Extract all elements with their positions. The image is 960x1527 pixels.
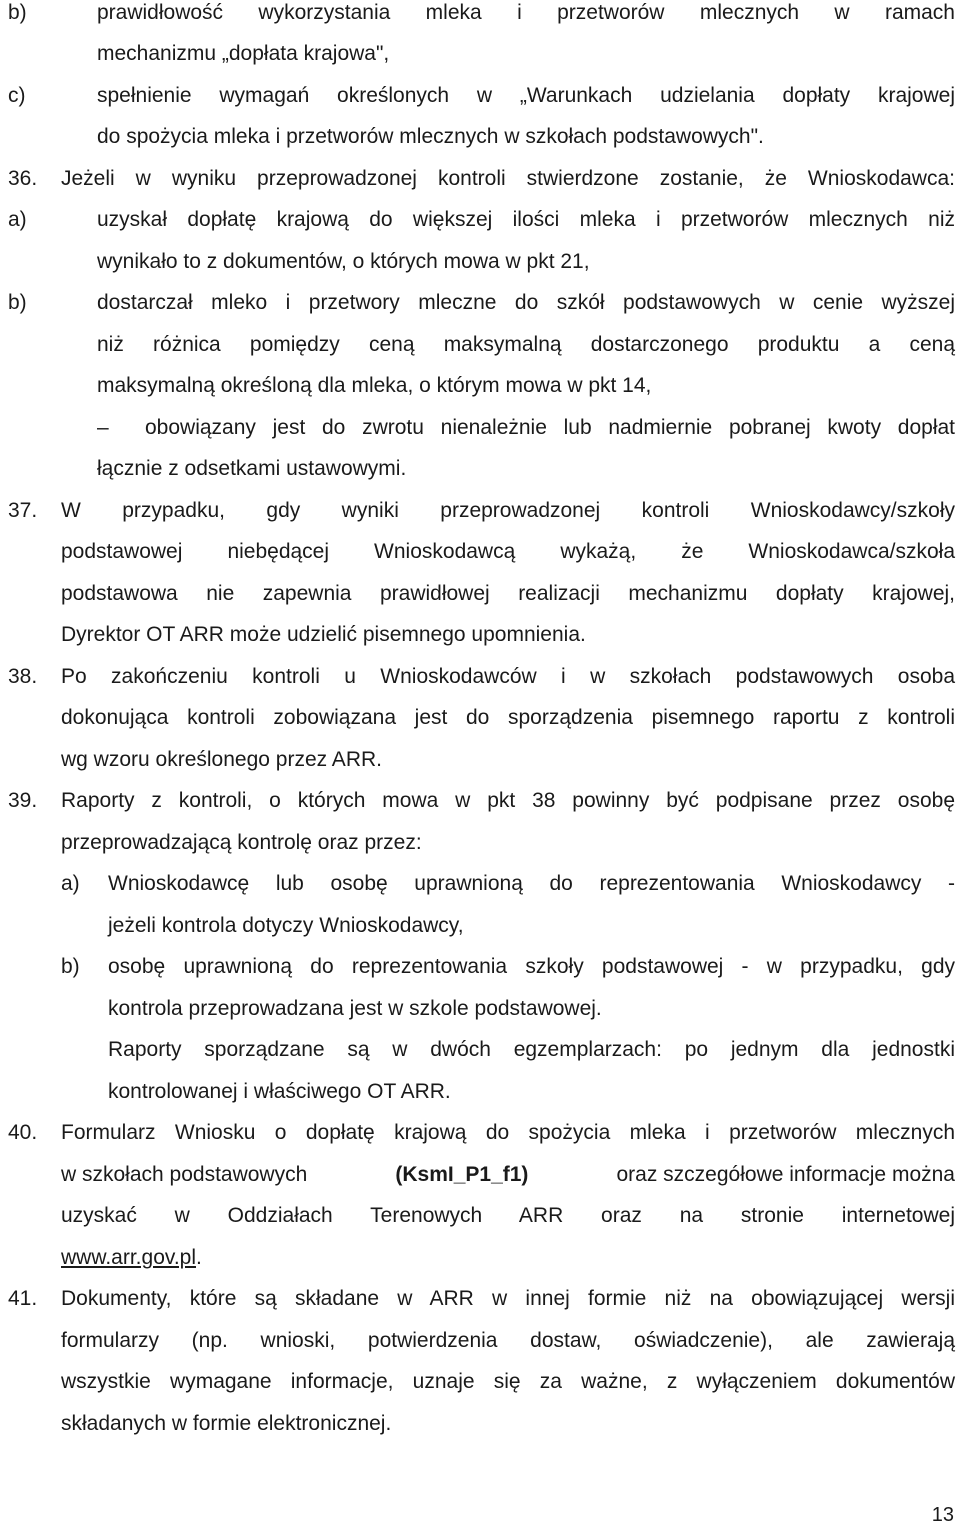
text-line: podstawowej niebędącej Wnioskodawcą wykażą, że Wnioskodawca/szkoła [61,540,955,563]
text-line: uzyskał dopłatę krajową do większej ilości mleka i przetworów mlecznych niż [97,208,955,231]
section-number: 39. [8,789,38,812]
text-line: Jeżeli w wyniku przeprowadzonej kontroli stwierdzone zostanie, że Wnioskodawca: [61,167,955,190]
text-segment: w szkołach podstawowych [61,1163,308,1186]
text-line: wg wzoru określonego przez ARR. [61,748,382,771]
section-number: 40. [8,1121,38,1144]
list-marker: b) [8,1,27,24]
text-line: podstawowa nie zapewnia prawidłowej realizacji mechanizmu dopłaty krajowej, [61,582,955,605]
text-line: Dyrektor OT ARR może udzielić pisemnego upomnienia. [61,623,586,646]
text-line: obowiązany jest do zwrotu nienależnie lub nadmiernie pobranej kwoty dopłat [145,416,955,439]
text-line: spełnienie wymagań określonych w „Warunkach udzielania dopłaty krajowej [97,84,955,107]
text-line: kontrolowanej i właściwego OT ARR. [108,1080,451,1103]
list-marker: a) [61,872,80,895]
text-line: Raporty z kontroli, o których mowa w pkt 38 powinny być podpisane przez osobę [61,789,955,812]
section-number: 37. [8,499,38,522]
text-line: mechanizmu „dopłata krajowa", [97,42,390,65]
list-marker: c) [8,84,26,107]
dash-marker: – [97,416,109,439]
list-marker: a) [8,208,27,231]
list-marker: b) [61,955,80,978]
text-line: prawidłowość wykorzystania mleka i przetworów mlecznych w ramach [97,1,955,24]
text-line: Dokumenty, które są składane w ARR w innej formie niż na obowiązującej wersji [61,1287,955,1310]
text-line: do spożycia mleka i przetworów mlecznych w szkołach podstawowych". [97,125,764,148]
text-line: osobę uprawnioną do reprezentowania szkoły podstawowej - w przypadku, gdy [108,955,955,978]
text-line: Formularz Wniosku o dopłatę krajową do spożycia mleka i przetworów mlecznych [61,1121,955,1144]
text-line: maksymalną określoną dla mleka, o którym mowa w pkt 14, [97,374,652,397]
page-number: 13 [931,1504,954,1526]
text-line: dokonująca kontroli zobowiązana jest do sporządzenia pisemnego raportu z kontroli [61,706,955,729]
text-line: W przypadku, gdy wyniki przeprowadzonej kontroli Wnioskodawcy/szkoły [61,499,955,522]
text-line: niż różnica pomiędzy ceną maksymalną dostarczonego produktu a ceną [97,333,955,356]
website-link[interactable]: www.arr.gov.pl [61,1246,196,1269]
text-segment: oraz szczegółowe informacje można [616,1163,955,1186]
text-line: łącznie z odsetkami ustawowymi. [97,457,407,480]
text-line: składanych w formie elektronicznej. [61,1412,392,1435]
list-marker: b) [8,291,27,314]
text-line: Raporty sporządzane są w dwóch egzemplarzach: po jednym dla jednostki [108,1038,955,1061]
text-line: wszystkie wymagane informacje, uznaje się za ważne, z wyłączeniem dokumentów [61,1370,955,1393]
text-line [61,1162,955,1188]
text-line: wynikało to z dokumentów, o których mowa w pkt 21, [97,250,590,273]
text-line: przeprowadzającą kontrolę oraz przez: [61,831,422,854]
text-line: dostarczał mleko i przetwory mleczne do szkół podstawowych w cenie wyższej [97,291,955,314]
text-line: jeżeli kontrola dotyczy Wnioskodawcy, [108,914,464,937]
text-segment: . [196,1246,202,1269]
form-code: (KsmI_P1_f1) [395,1163,529,1186]
text-line [61,1245,202,1271]
section-number: 41. [8,1287,38,1310]
text-line: kontrola przeprowadzana jest w szkole podstawowej. [108,997,602,1020]
text-line: Wnioskodawcę lub osobę uprawnioną do reprezentowania Wnioskodawcy - [108,872,955,895]
text-line: uzyskać w Oddziałach Terenowych ARR oraz na stronie internetowej [61,1204,955,1227]
text-line: formularzy (np. wnioski, potwierdzenia dostaw, oświadczenie), ale zawierają [61,1329,955,1352]
text-line: Po zakończeniu kontroli u Wnioskodawców i w szkołach podstawowych osoba [61,665,955,688]
section-number: 36. [8,167,38,190]
section-number: 38. [8,665,38,688]
